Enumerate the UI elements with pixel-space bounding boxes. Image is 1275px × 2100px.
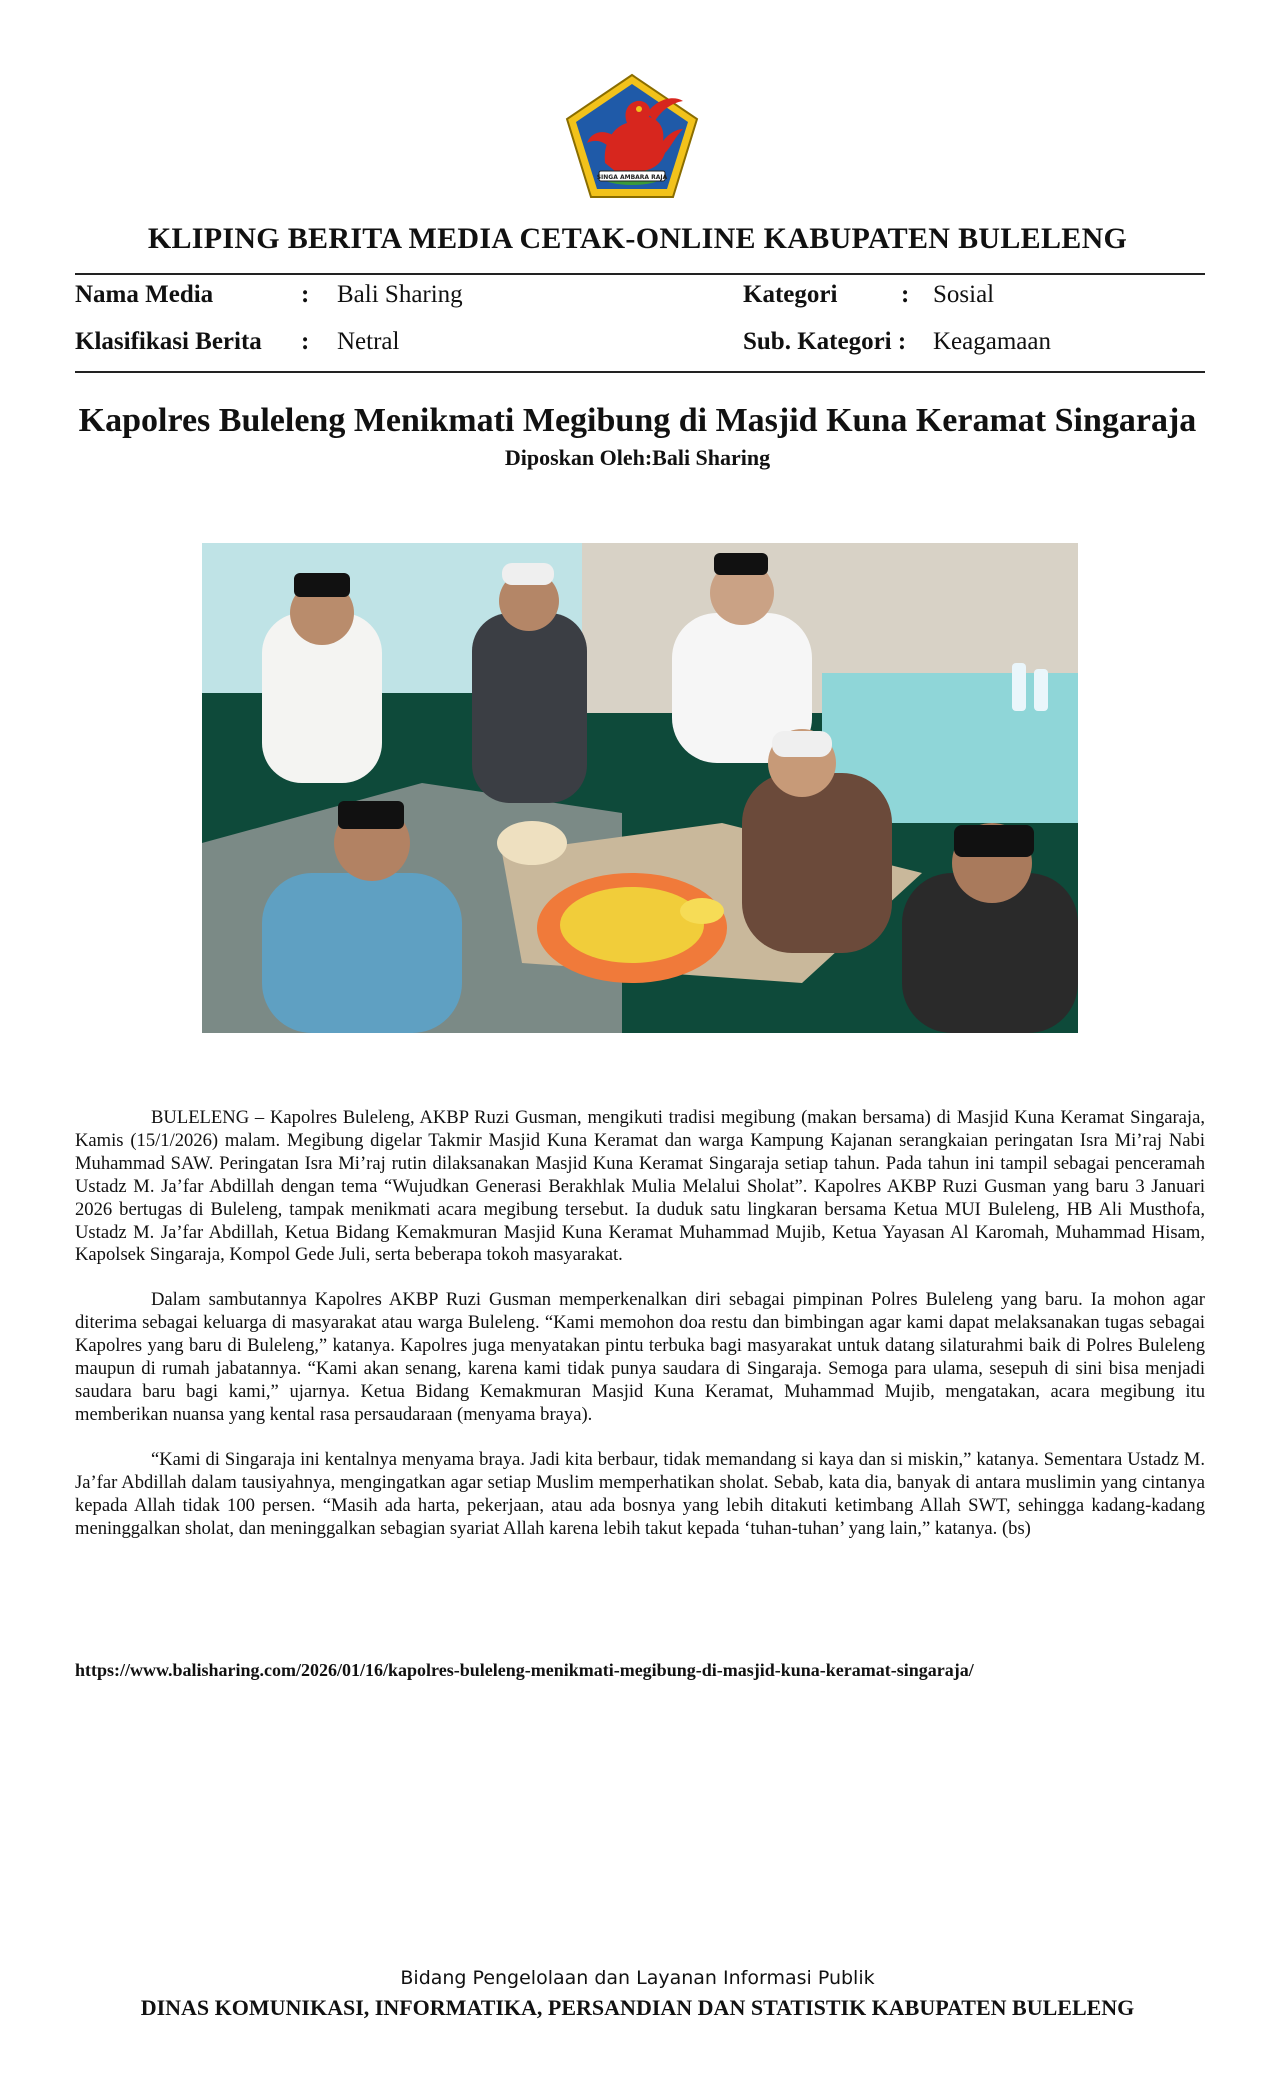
meta-row-2	[75, 328, 1205, 368]
article-photo	[202, 543, 1078, 1033]
sub-kategori-value: Keagamaan	[933, 328, 1051, 355]
header-divider-bottom	[75, 371, 1205, 373]
meta-separator: :	[901, 281, 910, 308]
source-url-link[interactable]: https://www.balisharing.com/2026/01/16/kapolres-buleleng-menikmati-megibung-di-masjid-kuna-keramat-singaraja/	[75, 1660, 974, 1680]
article-byline: Diposkan Oleh:Bali Sharing	[504, 445, 771, 470]
clipping-header-title: KLIPING BERITA MEDIA CETAK-ONLINE KABUPATEN BULELENG	[147, 222, 1128, 255]
header-divider-top	[75, 273, 1205, 275]
nama-media-label: Nama Media	[75, 281, 214, 308]
article-body	[75, 1107, 1205, 1562]
klasifikasi-value: Netral	[337, 328, 400, 355]
article-paragraph: “Kami di Singaraja ini kentalnya menyama braya. Jadi kita berbaur, tidak memandang si kaya dan si miskin,” katanya. Sementara Ustadz M. Ja’far Abdillah dalam tausiyahnya, mengingatkan agar setiap Muslim memperhatikan sholat. Sebab, kata dia, banyak di antara muslimin yang cintanya kepada Allah tidak 100 persen. “Masih ada harta, pekerjaan, atau ada bosnya yang lebih ditakuti ketimbang Allah SWT, sehingga kadang-kadang meninggalkan sholat, dan meninggalkan sebagian syariat Allah karena lebih takut kepada ‘tuhan-tuhan’ yang lain,” katanya. (bs)	[75, 1448, 1205, 1539]
meta-row-1	[75, 281, 1205, 321]
meta-separator: :	[301, 281, 310, 308]
klasifikasi-label: Klasifikasi Berita	[75, 328, 262, 355]
sub-kategori-label: Sub. Kategori :	[743, 328, 907, 355]
singa-ambara-raja-crest-icon	[565, 73, 700, 201]
article-title: Kapolres Buleleng Menikmati Megibung di Masjid Kuna Keramat Singaraja	[78, 402, 1197, 439]
nama-media-value: Bali Sharing	[337, 281, 463, 308]
logo-motto: SINGA AMBARA RAJA	[596, 174, 668, 181]
article-paragraph: Dalam sambutannya Kapolres AKBP Ruzi Gusman memperkenalkan diri sebagai pimpinan Polres Buleleng yang baru. Ia mohon agar diterima sebagai keluarga di masyarakat atau warga Buleleng. “Kami memohon doa restu dan bimbingan agar kami dapat melaksanakan tugas sebagai Kapolres yang baru di Buleleng,” katanya. Kapolres juga menyatakan pintu terbuka bagi masyarakat untuk datang silaturahmi baik di Polres Buleleng maupun di rumah jabatannya. “Kami akan senang, karena kami tidak punya saudara di Singaraja. Semoga para ulama, sesepuh di sini bisa menjadi saudara baru bagi kami,” ujarnya. Ketua Bidang Kemakmuran Masjid Kuna Keramat, Muhammad Mujib, mengatakan, acara megibung itu memberikan nuansa yang kental rasa persaudaraan (menyama braya).	[75, 1289, 1205, 1425]
kategori-label: Kategori	[743, 281, 838, 308]
footer-agency: DINAS KOMUNIKASI, INFORMATIKA, PERSANDIAN DAN STATISTIK KABUPATEN BULELENG	[140, 1995, 1135, 2020]
kategori-value: Sosial	[933, 281, 995, 308]
regency-logo	[565, 73, 700, 201]
footer-division: Bidang Pengelolaan dan Layanan Informasi Publik	[400, 1967, 875, 1989]
meta-separator: :	[301, 328, 310, 355]
article-paragraph: BULELENG – Kapolres Buleleng, AKBP Ruzi Gusman, mengikuti tradisi megibung (makan bersama) di Masjid Kuna Keramat Singaraja, Kamis (15/1/2026) malam. Megibung digelar Takmir Masjid Kuna Keramat dan warga Kampung Kajanan serangkaian peringatan Isra Mi’raj Nabi Muhammad SAW. Peringatan Isra Mi’raj rutin dilaksanakan Masjid Kuna Keramat Singaraja setiap tahun. Pada tahun ini tampil sebagai penceramah Ustadz M. Ja’far Abdillah dengan tema “Wujudkan Generasi Berakhlak Mulia Melalui Sholat”. Kapolres AKBP Ruzi Gusman yang baru 3 Januari 2026 bertugas di Buleleng, tampak menikmati acara megibung tersebut. Ia duduk satu lingkaran bersama Ketua MUI Buleleng, HB Ali Musthofa, Ustadz M. Ja’far Abdillah, Ketua Bidang Kemakmuran Masjid Kuna Keramat Muhammad Mujib, Ketua Yayasan Al Karomah, Muhammad Hisam, Kapolsek Singaraja, Kompol Gede Juli, serta beberapa tokoh masyarakat.	[75, 1107, 1205, 1266]
